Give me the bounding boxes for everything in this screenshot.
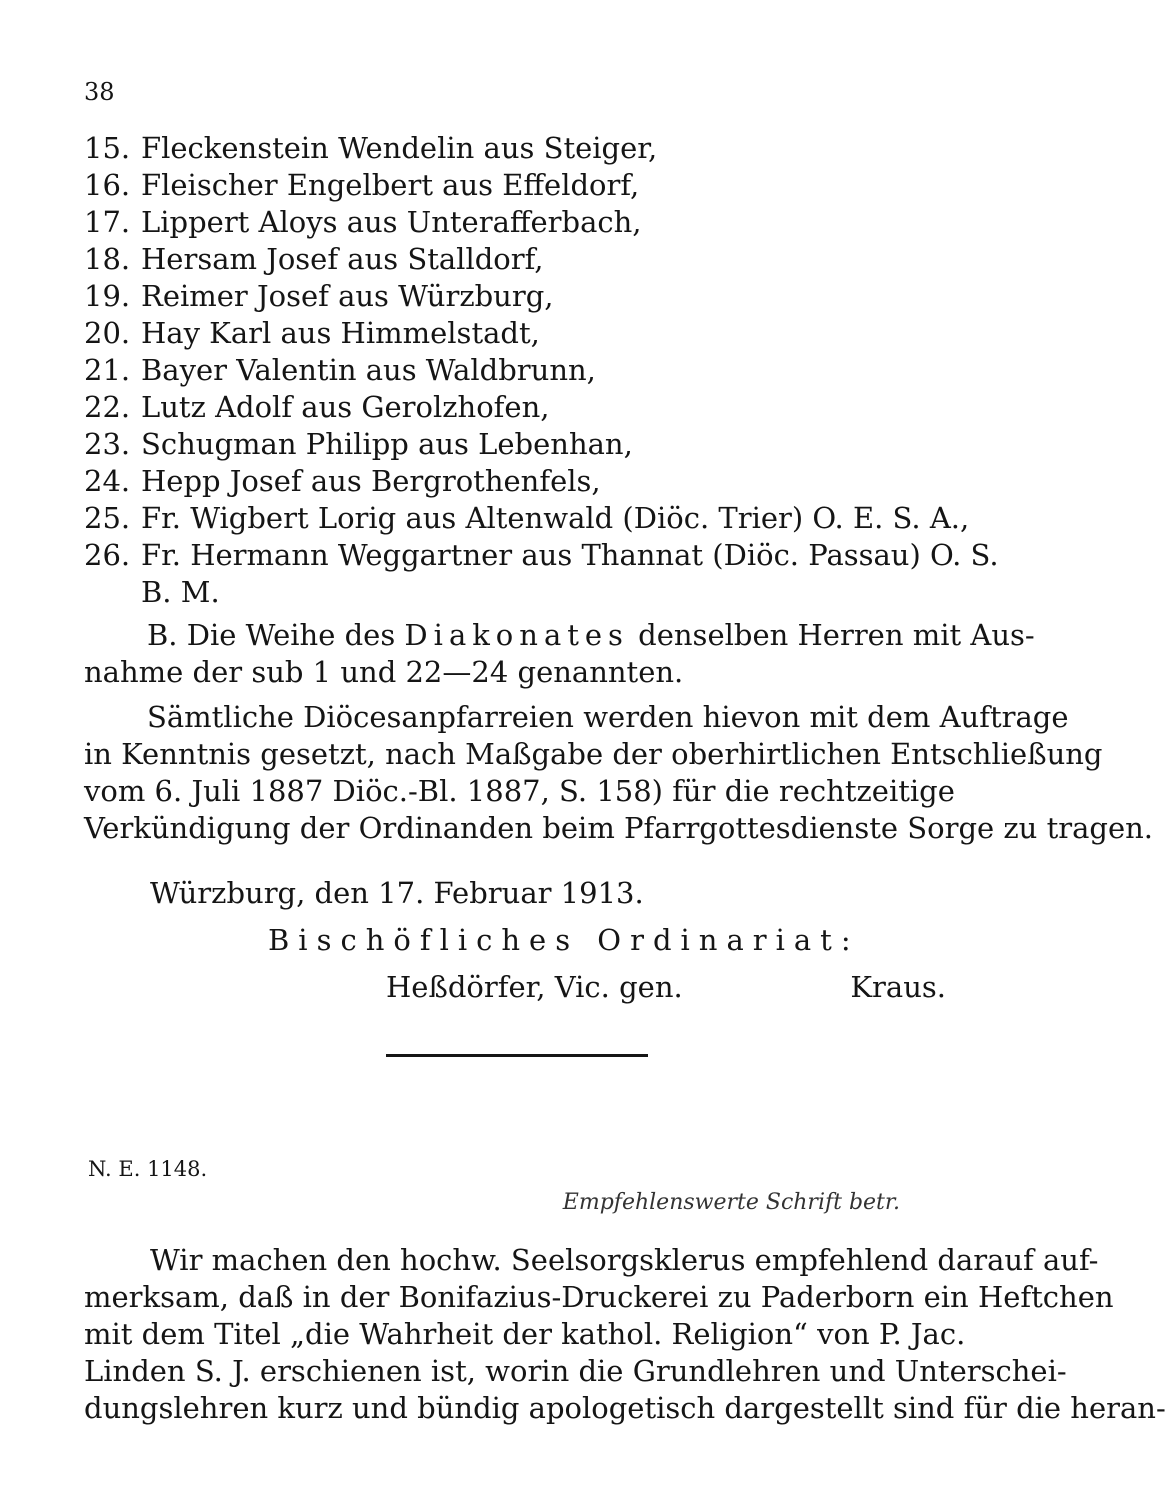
list-item-text: Hay Karl aus Himmelstadt,: [141, 316, 540, 350]
paragraph-b-label: B.: [147, 618, 178, 652]
paragraph-d-line: Linden S. J. erschienen ist, worin die Grundlehren und Unterschei-: [84, 1354, 1067, 1388]
section-divider: [386, 1054, 648, 1057]
list-item: [84, 316, 540, 353]
list-item-number: 26.: [84, 538, 131, 572]
paragraph-d-line: merksam, daß in der Bonifazius-Druckerei zu Paderborn ein Heftchen: [84, 1280, 1114, 1314]
list-item-continuation: B. M.: [141, 575, 220, 609]
paragraph-b-text: Die Weihe des: [186, 618, 396, 652]
signature-left: Heßdörfer, Vic. gen.: [386, 970, 683, 1004]
list-item-number: 15.: [84, 131, 131, 165]
list-item-number: 18.: [84, 242, 131, 276]
paragraph-c-line: vom 6. Juli 1887 Diöc.-Bl. 1887, S. 158) für die rechtzeitige: [84, 774, 955, 808]
paragraph-d-line: dungslehren kurz und bündig apologetisch dargestellt sind für die heran-: [84, 1391, 1166, 1425]
list-item-number: 25.: [84, 501, 131, 535]
list-item-text: Hepp Josef aus Bergrothenfels,: [141, 464, 601, 498]
page-number: 38: [84, 78, 115, 106]
list-item-number: 23.: [84, 427, 131, 461]
list-item-number: 19.: [84, 279, 131, 313]
paragraph-d-line: Wir machen den hochw. Seelsorgsklerus empfehlend darauf auf-: [150, 1243, 1099, 1277]
list-item-text: Bayer Valentin aus Waldbrunn,: [141, 353, 596, 387]
paragraph-b-text: denselben Herren mit Aus-: [638, 618, 1035, 652]
ordinariat-heading: Bischöfliches Ordinariat:: [268, 923, 860, 957]
date-line: Würzburg, den 17. Februar 1913.: [150, 876, 644, 910]
list-item-number: 22.: [84, 390, 131, 424]
subject-line: Empfehlenswerte Schrift betr.: [562, 1190, 900, 1215]
list-item-text: Fr. Hermann Weggartner aus Thannat (Diöc. Passau) O. S.: [141, 538, 999, 572]
list-item-text: Fleischer Engelbert aus Effeldorf,: [141, 168, 640, 202]
paragraph-b-line: nahme der sub 1 und 22—24 genannten.: [84, 655, 684, 689]
list-item-number: 17.: [84, 205, 131, 239]
list-item: [84, 464, 601, 501]
list-item-number: 20.: [84, 316, 131, 350]
paragraph-b-emphasis: Diakonates: [404, 618, 629, 652]
list-item-text: Hersam Josef aus Stalldorf,: [141, 242, 544, 276]
paragraph-c-line: in Kenntnis gesetzt, nach Maßgabe der oberhirtlichen Entschließung: [84, 737, 1103, 771]
list-item-text: Fleckenstein Wendelin aus Steiger,: [141, 131, 658, 165]
list-item-text: Lutz Adolf aus Gerolzhofen,: [141, 390, 550, 424]
list-item: [84, 131, 657, 168]
list-item: [84, 168, 639, 205]
list-item-number: 24.: [84, 464, 131, 498]
list-item: [84, 501, 969, 538]
signature-right: Kraus.: [850, 970, 946, 1004]
paragraph-d-line: mit dem Titel „die Wahrheit der kathol. Religion“ von P. Jac.: [84, 1317, 966, 1351]
list-item: [84, 427, 633, 464]
list-item: [84, 353, 596, 390]
paragraph-c-line: Verkündigung der Ordinanden beim Pfarrgottesdienste Sorge zu tragen.: [84, 811, 1154, 845]
reference-number: N. E. 1148.: [88, 1157, 208, 1181]
list-item-text: Fr. Wigbert Lorig aus Altenwald (Diöc. Trier) O. E. S. A.,: [141, 501, 970, 535]
list-item: [84, 242, 544, 279]
list-item: [84, 279, 554, 316]
list-item-text: Reimer Josef aus Würzburg,: [141, 279, 554, 313]
list-item: [84, 205, 642, 242]
list-item-number: 21.: [84, 353, 131, 387]
list-item-number: 16.: [84, 168, 131, 202]
list-item-text: Lippert Aloys aus Unterafferbach,: [141, 205, 642, 239]
list-item-text: Schugman Philipp aus Lebenhan,: [141, 427, 633, 461]
list-item: [84, 390, 549, 427]
paragraph-b-line: [147, 618, 1035, 652]
paragraph-c-line: Sämtliche Diöcesanpfarreien werden hievon mit dem Auftrage: [147, 700, 1069, 734]
list-item: [84, 538, 999, 575]
